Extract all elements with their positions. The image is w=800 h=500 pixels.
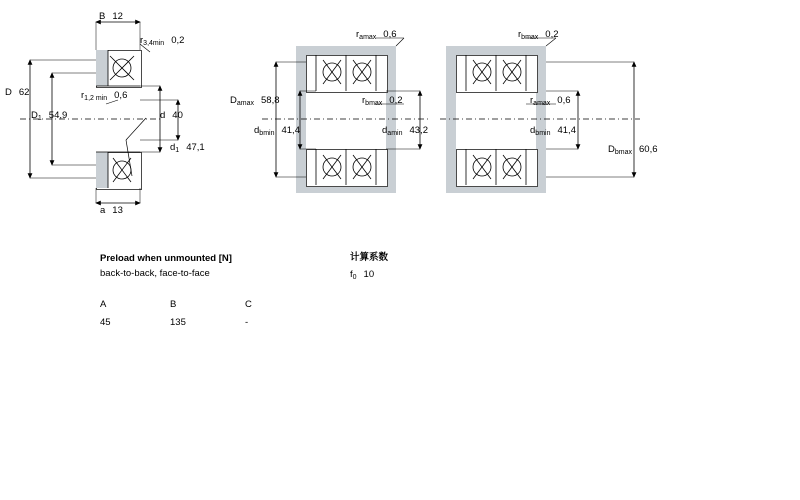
- label-dbmin-right: [530, 126, 576, 136]
- label-d1-sub: 1: [175, 147, 180, 154]
- label-B-name: B: [99, 11, 106, 22]
- label-rbmax-right-sub: bmax: [521, 34, 539, 41]
- label-Damax-value: 58,8: [261, 95, 280, 106]
- right-bearing-top: [456, 55, 538, 93]
- middle-bearing-top: [306, 55, 388, 93]
- preload-col-C: C: [245, 299, 252, 310]
- label-ramax-middle-sub: amax: [359, 34, 377, 41]
- label-r12min-value: 0,6: [114, 90, 128, 101]
- label-damin-sub: amin: [387, 130, 403, 137]
- label-Damax-sub: amax: [236, 100, 254, 107]
- label-Dbmax-value: 60,6: [639, 144, 658, 155]
- label-ramax-right-sub: amax: [533, 100, 551, 107]
- label-ramax-right: [530, 96, 571, 106]
- factor-label-sub: 0: [352, 274, 357, 281]
- label-rbmax-right: [518, 30, 559, 40]
- label-dbmin-middle-name: d: [254, 125, 260, 136]
- label-dbmin-middle: [254, 126, 300, 136]
- label-ramax-middle: [356, 30, 397, 40]
- label-D-name: D: [5, 87, 12, 98]
- label-d1-name: d: [170, 142, 176, 153]
- label-r34min-sub: 3,4min: [143, 40, 165, 47]
- label-dbmin-right-value: 41,4: [557, 125, 576, 136]
- label-Dbmax-name: D: [608, 144, 615, 155]
- right-shaft-left: [446, 62, 456, 177]
- middle-bearing-bottom: [306, 149, 388, 187]
- label-r34min-value: 0,2: [171, 35, 185, 46]
- label-D: [5, 88, 29, 98]
- label-a-value: 13: [112, 205, 123, 216]
- label-dbmin-right-name: d: [530, 125, 536, 136]
- label-D1-value: 54,9: [48, 110, 68, 121]
- preload-val-A: 45: [100, 317, 111, 328]
- label-damin-name: d: [382, 125, 388, 136]
- label-dbmin-middle-value: 41,4: [281, 125, 300, 136]
- preload-val-C: -: [245, 317, 249, 328]
- preload-col-B: B: [170, 299, 177, 310]
- factor-value: 10: [363, 269, 375, 280]
- label-D1-sub: 1: [37, 115, 42, 122]
- label-Damax: [230, 96, 280, 106]
- label-ramax-middle-name: r: [356, 29, 360, 40]
- label-rbmax-middle-value: 0,2: [389, 95, 403, 106]
- left-hatch-bottom: [96, 152, 108, 188]
- label-d1: [170, 143, 205, 153]
- left-hatch-top: [96, 50, 108, 86]
- label-ramax-middle-value: 0,6: [383, 29, 397, 40]
- middle-shaft-left: [296, 62, 306, 177]
- label-dbmin-middle-sub: bmin: [259, 130, 275, 137]
- label-rbmax-middle-sub: bmax: [365, 100, 383, 107]
- label-rbmax-middle-name: r: [362, 95, 366, 106]
- preload-col-A: A: [100, 299, 107, 310]
- factor-label: f: [350, 269, 353, 280]
- label-d1-value: 47,1: [186, 142, 205, 153]
- label-damin-value: 43,2: [409, 125, 428, 136]
- preload-val-B: 135: [170, 317, 186, 328]
- label-r12min: [81, 91, 127, 101]
- label-r12min-sub: 1,2 min: [84, 95, 108, 102]
- preload-heading: Preload when unmounted [N]: [100, 253, 232, 264]
- label-r34min-name: r: [140, 35, 144, 46]
- label-rbmax-middle: [362, 96, 403, 106]
- label-damin: [382, 126, 428, 136]
- label-r12min-name: r: [81, 90, 85, 101]
- label-d-value: 40: [172, 110, 183, 121]
- preload-subheading: back-to-back, face-to-face: [100, 268, 210, 279]
- label-ramax-right-name: r: [530, 95, 534, 106]
- label-ramax-right-value: 0,6: [557, 95, 571, 106]
- factor-heading: 计算系数: [350, 252, 389, 263]
- label-rbmax-right-name: r: [518, 29, 522, 40]
- factor-f0: [350, 270, 374, 280]
- label-Dbmax: [608, 145, 658, 155]
- label-a-name: a: [100, 205, 106, 216]
- label-Damax-name: D: [230, 95, 237, 106]
- label-a: [100, 206, 123, 216]
- label-r34min: [140, 36, 184, 46]
- label-D1: [31, 111, 67, 121]
- label-Dbmax-sub: bmax: [614, 149, 632, 156]
- label-d: [160, 111, 183, 121]
- right-bearing-bottom: [456, 149, 538, 187]
- label-D1-name: D: [31, 110, 38, 121]
- label-rbmax-right-value: 0,2: [545, 29, 559, 40]
- label-B-value: 12: [112, 11, 123, 22]
- label-dbmin-right-sub: bmin: [535, 130, 551, 137]
- label-d-name: d: [160, 110, 166, 121]
- label-B: [99, 12, 123, 22]
- label-D-value: 62: [18, 87, 30, 98]
